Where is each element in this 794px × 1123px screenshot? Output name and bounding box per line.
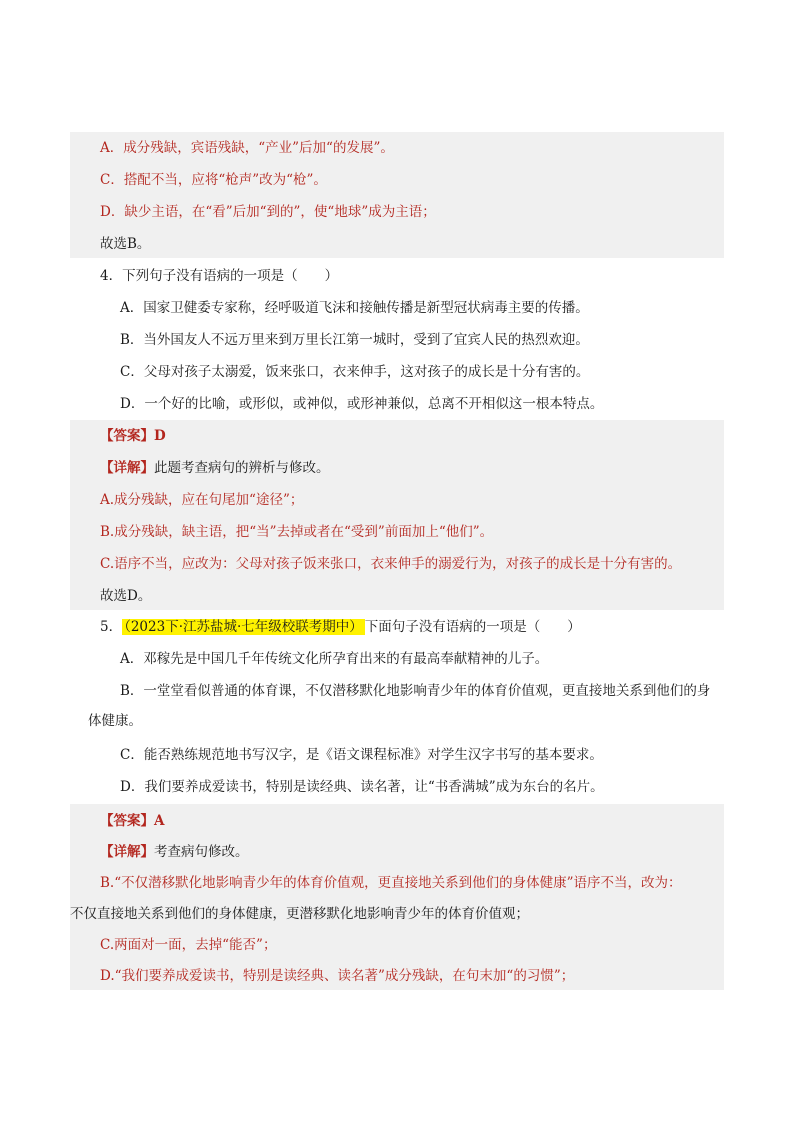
- q4-option-b: B．当外国友人不远万里来到万里长江第一城时，受到了宜宾人民的热烈欢迎。: [120, 332, 589, 348]
- detail-label: 【详解】: [100, 460, 154, 476]
- answer-label: 【答案】: [100, 428, 154, 444]
- q5-explain-c: C.两面对一面，去掉“能否”；: [100, 937, 277, 953]
- q4-option-a: A．国家卫健委专家称，经呼吸道飞沫和接触传播是新型冠状病毒主要的传播。: [120, 300, 589, 316]
- answer-label: 【答案】: [100, 813, 154, 829]
- q5-number: 5．: [100, 619, 123, 635]
- q5-detail: [70, 841, 724, 863]
- answer-value: D: [154, 428, 166, 444]
- q4-detail: [70, 457, 724, 479]
- q5-stem: 下面句子没有语病的一项是（ ）: [364, 619, 581, 635]
- q5-option-c: C．能否熟练规范地书写汉字，是《语文课程标准》对学生汉字书写的基本要求。: [120, 747, 603, 763]
- q5-answer: [70, 810, 724, 832]
- q5-option-a: A．邓稼先是中国几千年传统文化所孕育出来的有最高奉献精神的儿子。: [120, 651, 549, 667]
- q5-source-highlight: （2023下·江苏盐城·七年级校联考期中）: [124, 619, 363, 635]
- detail-text: 此题考查病句的辨析与修改。: [154, 460, 330, 476]
- q4-explain-c: C.语序不当，应改为：父母对孩子饭来张口，衣来伸手的溺爱行为，对孩子的成长是十分有害的。: [100, 556, 682, 572]
- q5-explain-d: D.“我们要养成爱读书，特别是读经典、读名著”成分残缺，在句末加“的习惯”；: [100, 968, 575, 984]
- q5-option-b-line2: 体健康。: [88, 713, 142, 729]
- q5-stem-line: [70, 616, 724, 638]
- q4-stem: 4．下列句子没有语病的一项是（ ）: [100, 268, 339, 284]
- q3-explain-a: A．成分残缺，宾语残缺，“产业”后加“的发展”。: [100, 140, 394, 156]
- q5-explain-b-line2: 不仅直接地关系到他们的身体健康，更潜移默化地影响青少年的体育价值观；: [70, 906, 529, 922]
- q5-option-b-line1: B．一堂堂看似普通的体育课，不仅潜移默化地影响青少年的体育价值观，更直接地关系到他们的身: [120, 683, 711, 699]
- q4-explain-a: A.成分残缺，应在句尾加“途径”；: [100, 492, 304, 508]
- q3-explain-c: C．搭配不当，应将“枪声”改为“枪”。: [100, 172, 327, 188]
- q4-answer-block: [70, 420, 724, 610]
- detail-label: 【详解】: [100, 844, 154, 860]
- q4-option-d: D．一个好的比喻，或形似，或神似，或形神兼似，总离不开相似这一根本特点。: [120, 396, 604, 412]
- q5-option-d: D．我们要养成爱读书，特别是读经典、读名著，让“书香满城”成为东台的名片。: [120, 779, 604, 795]
- q4-explain-b: B.成分残缺，缺主语，把“当”去掉或者在“受到”前面加上“他们”。: [100, 524, 494, 540]
- detail-text: 考查病句修改。: [154, 844, 249, 860]
- q4-conclusion: 故选D。: [100, 588, 152, 604]
- q4-answer: [70, 425, 724, 447]
- q4-option-c: C．父母对孩子太溺爱，饭来张口，衣来伸手，这对孩子的成长是十分有害的。: [120, 364, 590, 380]
- q5-explain-b-line1: B.“不仅潜移默化地影响青少年的体育价值观，更直接地关系到他们的身体健康”语序不当，改为：: [100, 875, 682, 891]
- answer-value: A: [154, 813, 165, 829]
- q3-conclusion: 故选B。: [100, 236, 151, 252]
- q3-explain-d: D．缺少主语，在“看”后加“到的”，使“地球”成为主语；: [100, 204, 436, 220]
